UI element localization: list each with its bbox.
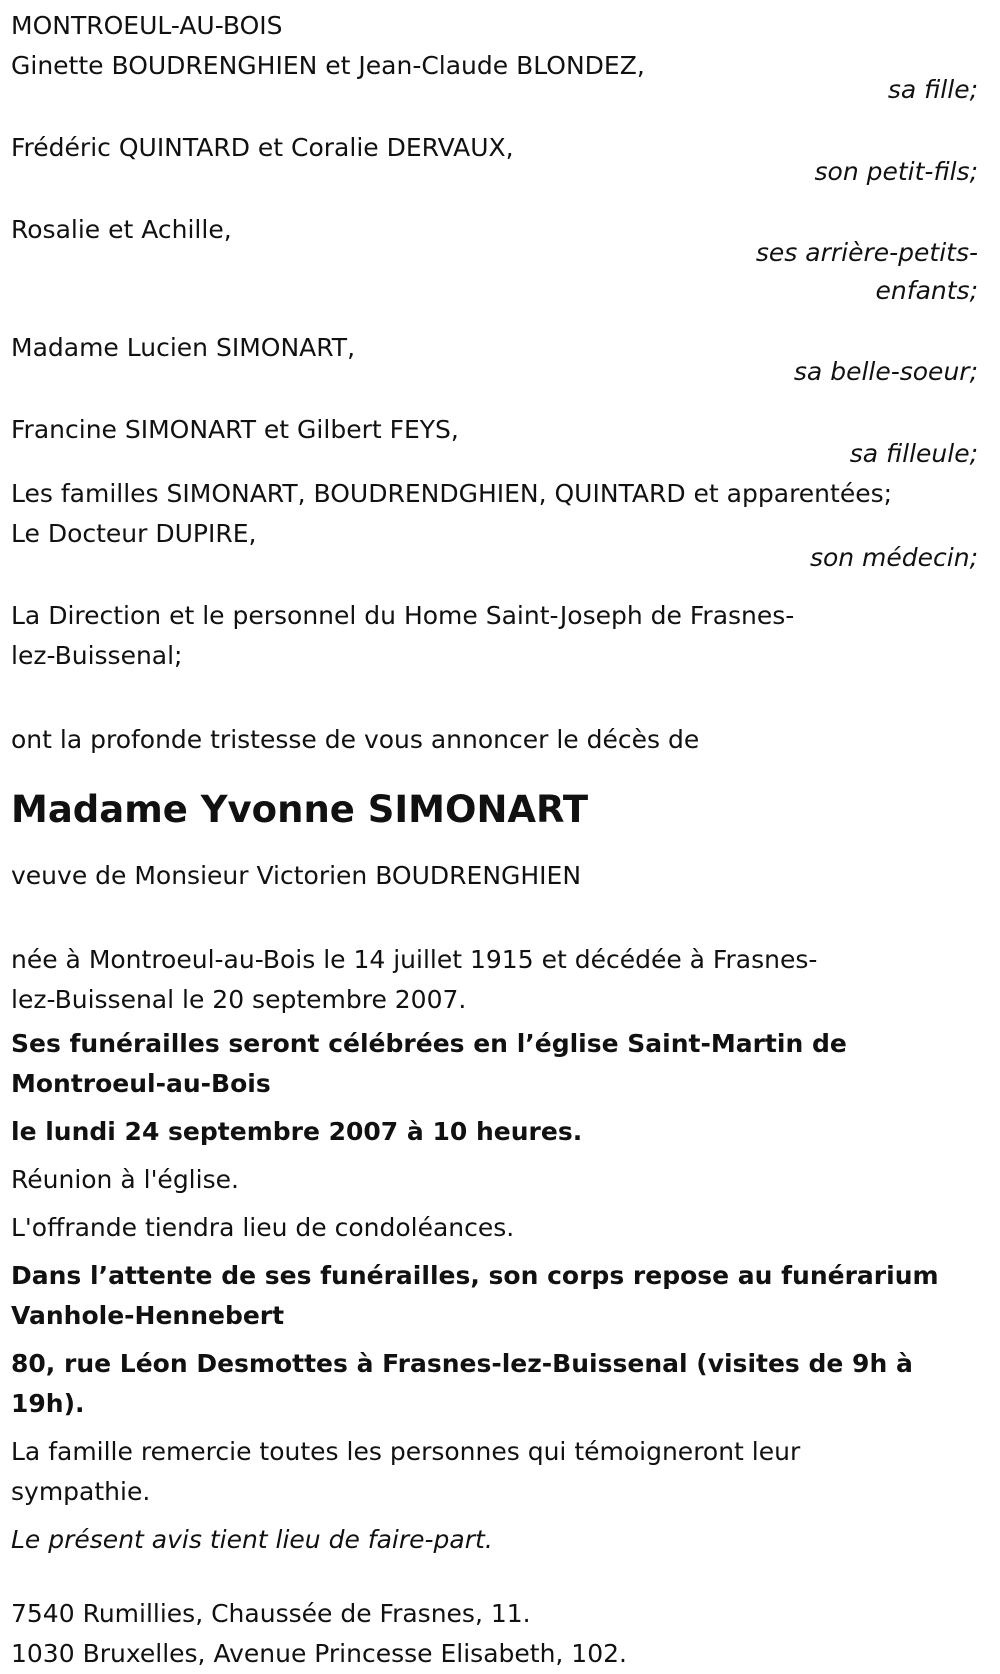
meeting-note: Réunion à l'église. bbox=[11, 1165, 239, 1194]
family-role: sa fille; bbox=[887, 75, 978, 104]
birth-death-line: née à Montroeul-au-Bois le 14 juillet 1915 et décédée à Frasnes- bbox=[11, 945, 818, 974]
home-line: La Direction et le personnel du Home Saint-Joseph de Frasnes- bbox=[11, 601, 795, 630]
faire-part-note: Le présent avis tient lieu de faire-part. bbox=[11, 1525, 493, 1554]
family-role: sa belle-soeur; bbox=[793, 357, 978, 386]
funeral-church-line: Ses funérailles seront célébrées en l’église Saint-Martin de bbox=[11, 1029, 847, 1058]
family-role: sa filleule; bbox=[849, 439, 978, 468]
family-names: Frédéric QUINTARD et Coralie DERVAUX, bbox=[11, 133, 514, 162]
doctor-entry bbox=[11, 514, 978, 578]
rest-address: 80, rue Léon Desmottes à Frasnes-lez-Buissenal (visites de 9h à 19h). bbox=[11, 1349, 913, 1418]
families-line: Les familles SIMONART, BOUDRENDGHIEN, QUINTARD et apparentées; bbox=[11, 479, 893, 508]
offering-note: L'offrande tiendra lieu de condoléances. bbox=[11, 1213, 515, 1242]
funeral-date: le lundi 24 septembre 2007 à 10 heures. bbox=[11, 1117, 583, 1146]
family-entry bbox=[11, 128, 978, 192]
family-names: Ginette BOUDRENGHIEN et Jean-Claude BLONDEZ, bbox=[11, 51, 645, 80]
family-names: Rosalie et Achille, bbox=[11, 215, 232, 244]
family-names: Francine SIMONART et Gilbert FEYS, bbox=[11, 415, 459, 444]
rest-line: Vanhole-Hennebert bbox=[11, 1301, 285, 1330]
thanks-line: sympathie. bbox=[11, 1477, 151, 1506]
contact-address: 7540 Rumillies, Chaussée de Frasnes, 11. bbox=[11, 1599, 531, 1628]
family-entry bbox=[11, 210, 978, 310]
family-entry bbox=[11, 328, 978, 392]
home-line: lez-Buissenal; bbox=[11, 641, 183, 670]
thanks-line: La famille remercie toutes les personnes qui témoigneront leur bbox=[11, 1437, 801, 1466]
family-role-line: ses arrière-petits- bbox=[755, 238, 978, 267]
doctor-names: Le Docteur DUPIRE, bbox=[11, 519, 257, 548]
family-role: son petit-fils; bbox=[814, 157, 978, 186]
birth-death-line: lez-Buissenal le 20 septembre 2007. bbox=[11, 985, 467, 1014]
family-role-line: enfants; bbox=[875, 276, 978, 305]
announcement: ont la profonde tristesse de vous annoncer le décès de bbox=[11, 725, 700, 754]
contact-address: 1030 Bruxelles, Avenue Princesse Elisabeth, 102. bbox=[11, 1639, 627, 1668]
widow-of: veuve de Monsieur Victorien BOUDRENGHIEN bbox=[11, 861, 582, 890]
funeral-church-line: Montroeul-au-Bois bbox=[11, 1069, 271, 1098]
family-entry bbox=[11, 46, 978, 110]
rest-line: Dans l’attente de ses funérailles, son corps repose au funérarium bbox=[11, 1261, 939, 1290]
family-names: Madame Lucien SIMONART, bbox=[11, 333, 356, 362]
deceased-name: Madame Yvonne SIMONART bbox=[11, 788, 589, 831]
doctor-role: son médecin; bbox=[809, 543, 978, 572]
village-heading: MONTROEUL-AU-BOIS bbox=[11, 11, 283, 40]
family-entry bbox=[11, 410, 978, 474]
